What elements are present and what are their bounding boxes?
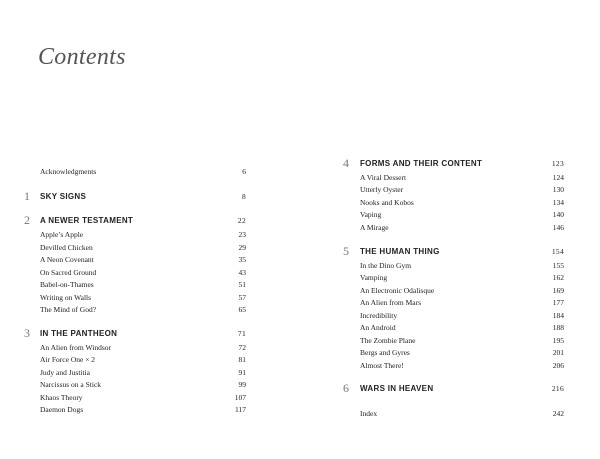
toc-entry-label: Incredibility [360,310,398,320]
toc-entry-label: Vamping [360,273,388,282]
toc-entry[interactable] [40,343,246,352]
toc-entry-page: 81 [238,355,246,364]
toc-entry-page: 201 [552,348,564,357]
toc-entry[interactable] [40,280,246,289]
toc-entry-label: Nooks and Kobos [360,197,414,207]
toc-entry-label: Devilled Chicken [40,242,93,252]
chapter-page: 216 [551,384,564,393]
toc-entry-label: Babel-on-Thames [40,280,94,289]
toc-entry[interactable] [40,368,246,377]
toc-entry[interactable] [40,243,246,252]
toc-entry[interactable] [360,198,564,207]
toc-entry[interactable] [40,268,246,277]
chapter-title: FORMS AND THEIR CONTENT [360,159,483,168]
toc-entry-page: 242 [552,409,564,418]
toc-entry[interactable] [360,223,564,232]
toc-entry-label: Vaping [360,210,382,219]
toc-entry-page: 130 [552,185,564,194]
toc-entry[interactable] [360,348,564,357]
toc-entry-page: 146 [552,222,564,232]
toc-entry-page: 43 [238,267,246,277]
toc-entry-label: Utterly Oyster [360,185,404,194]
toc-entry-page: 188 [552,323,564,332]
toc-chapter-a-newer-testament[interactable] [40,216,246,225]
toc-entry-label: Apple’s Apple [40,230,84,239]
chapter-page: 71 [237,329,246,338]
toc-entry-page: 23 [238,230,246,239]
toc-entry[interactable] [360,273,564,282]
toc-entry-page: 177 [552,298,564,307]
toc-chapter-forms-and-their-content[interactable] [360,159,564,168]
toc-entry-page: 140 [552,210,564,219]
chapter-page: 22 [237,216,246,225]
toc-entry-label: The Zombie Plane [360,335,416,345]
toc-entry-label: Bergs and Gyres [360,348,410,357]
toc-entry-label: An Alien from Windsor [40,342,112,352]
toc-entry-page: 206 [552,360,564,370]
chapter-page: 123 [551,159,564,168]
toc-entry-label: In the Dino Gym [360,260,412,270]
toc-entry-index[interactable] [360,409,564,418]
toc-entry[interactable] [40,405,246,414]
toc-entry-page: 65 [238,305,246,314]
toc-entry-label: Khaos Theory [40,392,83,402]
toc-entry-page: 184 [552,310,564,320]
chapter-page: 154 [551,247,564,256]
toc-entry-page: 124 [552,172,564,182]
toc-entry[interactable] [40,355,246,364]
toc-entry-label: A Neon Covenant [40,255,94,264]
toc-entry-page: 107 [234,392,246,402]
toc-entry-label: A Mirage [360,222,389,232]
toc-entry[interactable] [360,311,564,320]
toc-entry[interactable] [40,380,246,389]
chapter-title: A NEWER TESTAMENT [40,216,134,225]
toc-entry-label: The Mind of God? [40,305,97,314]
toc-entry-page: 57 [238,292,246,302]
toc-entry-acknowledgments[interactable] [40,167,246,176]
toc-entry[interactable] [360,173,564,182]
toc-chapter-sky-signs[interactable] [40,192,246,201]
chapter-number: 5 [343,244,349,258]
toc-entry-page: 169 [552,285,564,295]
toc-entry-page: 91 [238,367,246,377]
toc-entry-label: Writing on Walls [40,292,92,302]
toc-entry-page: 195 [552,335,564,345]
chapter-number: 3 [24,326,30,340]
chapter-number: 1 [24,189,30,203]
toc-entry[interactable] [360,261,564,270]
chapter-number: 4 [343,156,349,170]
toc-entry[interactable] [40,293,246,302]
toc-entry-page: 51 [238,280,246,289]
toc-entry-label: Narcissus on a Stick [40,380,102,389]
toc-entry-page: 162 [552,273,564,282]
toc-entry-label: Air Force One × 2 [40,355,96,364]
toc-entry[interactable] [360,298,564,307]
toc-entry[interactable] [40,255,246,264]
toc-entry-label: An Alien from Mars [360,298,422,307]
toc-entry[interactable] [40,305,246,314]
toc-chapter-in-the-pantheon[interactable] [40,329,246,338]
toc-entry-page: 134 [552,197,564,207]
toc-entry[interactable] [360,286,564,295]
chapter-title: IN THE PANTHEON [40,329,118,338]
toc-entry[interactable] [360,323,564,332]
chapter-page: 8 [241,192,246,201]
toc-entry-label: Daemon Dogs [40,405,84,414]
toc-entry-page: 155 [552,260,564,270]
chapter-number: 2 [24,213,30,227]
toc-chapter-wars-in-heaven[interactable] [360,384,564,393]
chapter-title: WARS IN HEAVEN [360,384,434,393]
toc-entry[interactable] [40,230,246,239]
toc-entry-page: 117 [235,405,246,414]
chapter-title: SKY SIGNS [40,192,87,201]
toc-entry-page: 72 [238,342,246,352]
toc-entry-label: A Viral Dessert [360,172,407,182]
toc-entry-label: Index [360,409,378,418]
toc-entry-page: 99 [238,380,246,389]
toc-entry[interactable] [40,393,246,402]
toc-entry[interactable] [360,361,564,370]
toc-entry-label: Acknowledgments [40,167,97,176]
toc-entry-label: On Sacred Ground [40,267,97,277]
toc-chapter-the-human-thing[interactable] [360,247,564,256]
chapter-number: 6 [343,381,349,395]
toc-entry-page: 6 [242,167,246,176]
toc-entry-label: Almost There! [360,360,404,370]
toc-entry[interactable] [360,336,564,345]
toc-entry-label: Judy and Justitia [40,367,90,377]
toc-entry-label: An Android [360,323,396,332]
toc-entry[interactable] [360,210,564,219]
toc-entry-label: An Electronic Odalisque [360,285,435,295]
toc-entry[interactable] [360,185,564,194]
chapter-title: THE HUMAN THING [360,247,440,256]
page-title: Contents [38,44,126,70]
toc-entry-page: 29 [238,242,246,252]
toc-entry-page: 35 [238,255,246,264]
